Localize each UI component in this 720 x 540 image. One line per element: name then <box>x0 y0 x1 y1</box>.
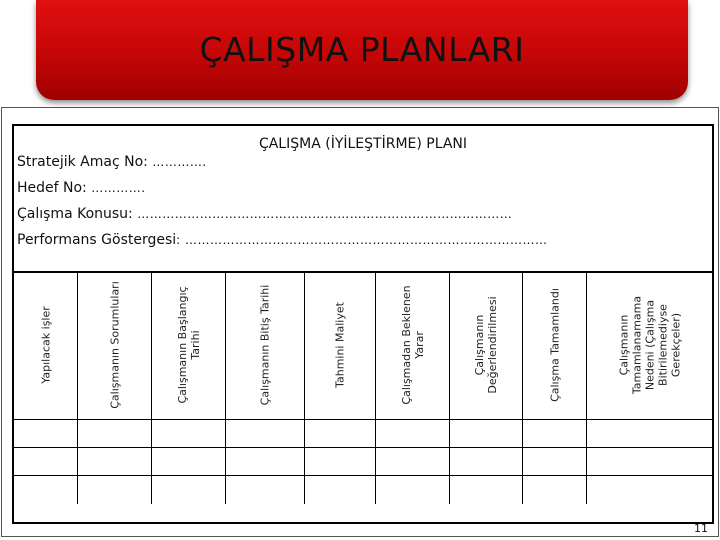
column-header: Çalışma Tamamlandı <box>523 271 587 419</box>
table-cell[interactable] <box>78 448 152 476</box>
column-header: Çalışmanın Başlangıç Tarihi <box>152 271 226 419</box>
table-cell[interactable] <box>376 420 450 448</box>
column-header: Tahmini Maliyet <box>305 271 376 419</box>
column-header: Çalışmanın Tamamlanamama Nedeni (Çalışma Bitirilemediyse Gerekçeler) <box>617 295 682 395</box>
page-number: 11 <box>694 522 708 535</box>
table-row <box>14 476 712 504</box>
field-label: Çalışma Konusu: <box>17 206 133 222</box>
table-cell[interactable] <box>450 476 523 504</box>
field-label: Hedef No: <box>17 180 87 196</box>
table-row <box>14 420 712 448</box>
table-cell[interactable] <box>587 448 712 476</box>
field-dots: : …………………………………………………………………………… <box>176 233 548 247</box>
field-label: Stratejik Amaç No: <box>17 154 148 170</box>
table-cell[interactable] <box>376 476 450 504</box>
table-cell[interactable] <box>376 448 450 476</box>
table-cell[interactable] <box>226 420 305 448</box>
column-header: Yapılacak işler <box>14 271 78 419</box>
table-cell[interactable] <box>152 448 226 476</box>
table-cell[interactable] <box>587 476 712 504</box>
table-cell[interactable] <box>523 420 587 448</box>
field-dots: …………. <box>152 155 207 169</box>
table-cell[interactable] <box>78 420 152 448</box>
table-cell[interactable] <box>152 420 226 448</box>
table-cell[interactable] <box>587 420 712 448</box>
page-title: ÇALIŞMA PLANLARI <box>199 30 525 69</box>
plan-title: ÇALIŞMA (İYİLEŞTİRME) PLANI <box>258 136 468 152</box>
table-cell[interactable] <box>523 476 587 504</box>
table-cell[interactable] <box>305 420 376 448</box>
table-cell[interactable] <box>14 420 78 448</box>
column-headers <box>14 271 712 420</box>
table-cell[interactable] <box>305 448 376 476</box>
table-cell[interactable] <box>523 448 587 476</box>
performance-indicator-field <box>17 232 548 248</box>
field-label: Performans Göstergesi <box>17 232 177 248</box>
strategic-goal-field <box>17 154 207 170</box>
table-cell[interactable] <box>226 476 305 504</box>
table-cell[interactable] <box>14 476 78 504</box>
table-cell[interactable] <box>226 448 305 476</box>
table-row <box>14 448 712 476</box>
work-subject-field <box>17 206 512 222</box>
column-header: Çalışmanın Değerlendirilmesi <box>450 271 523 419</box>
title-banner <box>36 0 688 100</box>
table-cell[interactable] <box>450 448 523 476</box>
form-header <box>14 126 712 273</box>
work-plan-form <box>12 124 714 524</box>
table-cell[interactable] <box>152 476 226 504</box>
column-header: Çalışmanın Bitiş Tarihi <box>226 271 305 419</box>
table-cell[interactable] <box>305 476 376 504</box>
table-cell[interactable] <box>14 448 78 476</box>
table-cell[interactable] <box>450 420 523 448</box>
field-dots: ……………………………………………………………………………… <box>137 207 513 221</box>
column-header: Çalışmanın Sorumluları <box>78 271 152 419</box>
column-header: Çalışmadan Beklenen Yarar <box>376 271 450 419</box>
target-number-field <box>17 180 146 196</box>
field-dots: …………. <box>91 181 146 195</box>
table-cell[interactable] <box>78 476 152 504</box>
